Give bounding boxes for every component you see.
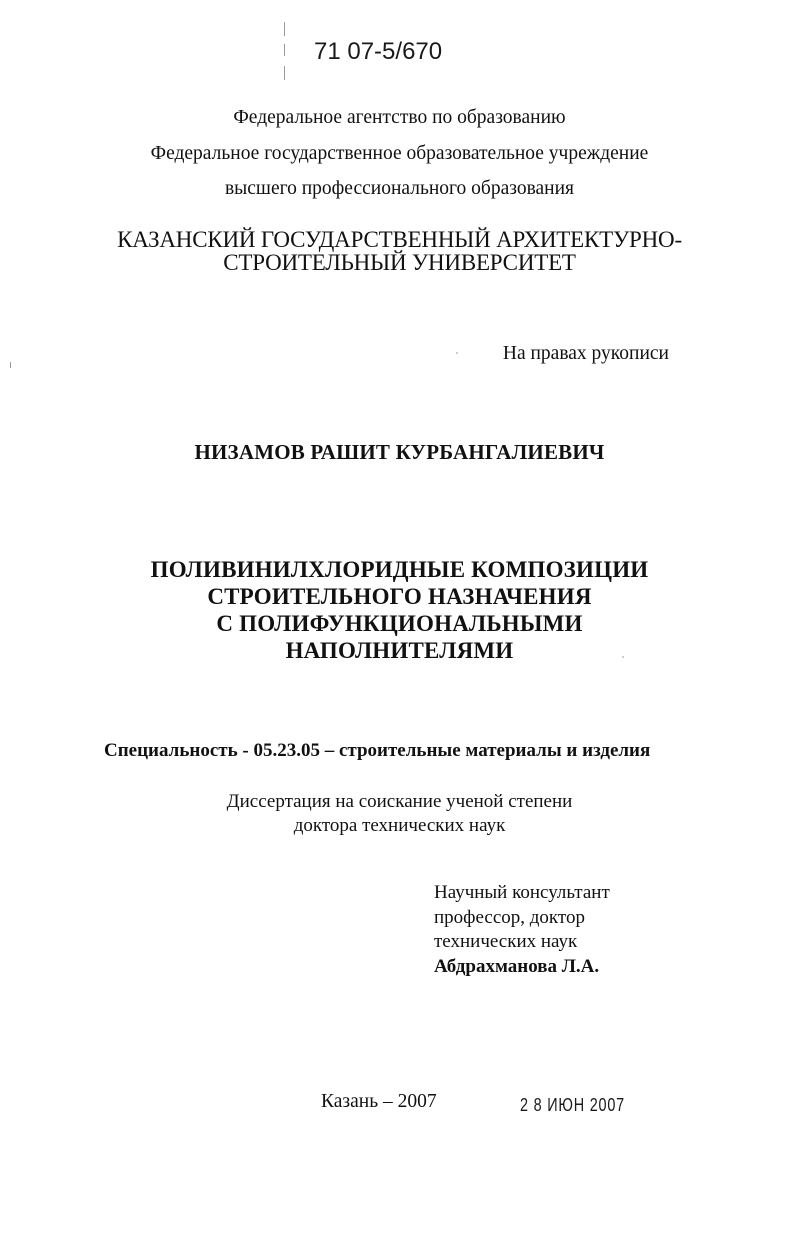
scan-mark bbox=[284, 66, 285, 80]
institution-line-2: высшего профессионального образования bbox=[224, 178, 575, 199]
received-date-stamp: 2 8 ИЮН 2007 bbox=[520, 1095, 625, 1115]
catalog-number: 71 07-5/670 bbox=[314, 38, 443, 65]
consultant-title-2: технических наук bbox=[434, 931, 578, 952]
agency-name: Федеральное агентство по образованию bbox=[233, 107, 566, 128]
university-name-line-1: КАЗАНСКИЙ ГОСУДАРСТВЕННЫЙ АРХИТЕКТУРНО- bbox=[117, 227, 682, 252]
consultant-title-1: профессор, доктор bbox=[434, 906, 585, 928]
specialty: Специальность - 05.23.05 – строительные материалы и изделия bbox=[104, 740, 651, 761]
university-name-line-2: СТРОИТЕЛЬНЫЙ УНИВЕРСИТЕТ bbox=[223, 250, 576, 275]
thesis-title-line-4: НАПОЛНИТЕЛЯМИ bbox=[285, 638, 514, 663]
consultant-name: Абдрахманова Л.А. bbox=[434, 955, 600, 977]
thesis-title-line-2: СТРОИТЕЛЬНОГО НАЗНАЧЕНИЯ bbox=[207, 584, 592, 609]
city-year: Казань – 2007 bbox=[321, 1091, 437, 1112]
scan-mark bbox=[10, 362, 11, 368]
thesis-title-line-1: ПОЛИВИНИЛХЛОРИДНЫЕ КОМПОЗИЦИИ bbox=[150, 557, 649, 582]
institution-line-1: Федеральное государственное образовательное учреждение bbox=[150, 143, 649, 164]
consultant-role: Научный консультант bbox=[434, 882, 610, 903]
scan-speck bbox=[456, 352, 458, 354]
scan-mark bbox=[284, 44, 285, 56]
scan-mark bbox=[284, 22, 285, 36]
dissertation-line-2: доктора технических наук bbox=[293, 815, 506, 836]
rights-note: На правах рукописи bbox=[502, 343, 669, 364]
thesis-title-line-3: С ПОЛИФУНКЦИОНАЛЬНЫМИ bbox=[216, 611, 583, 636]
dissertation-line-1: Диссертация на соискание ученой степени bbox=[226, 791, 573, 812]
author-name: НИЗАМОВ РАШИТ КУРБАНГАЛИЕВИЧ bbox=[194, 440, 605, 464]
consultant-block bbox=[434, 881, 610, 979]
